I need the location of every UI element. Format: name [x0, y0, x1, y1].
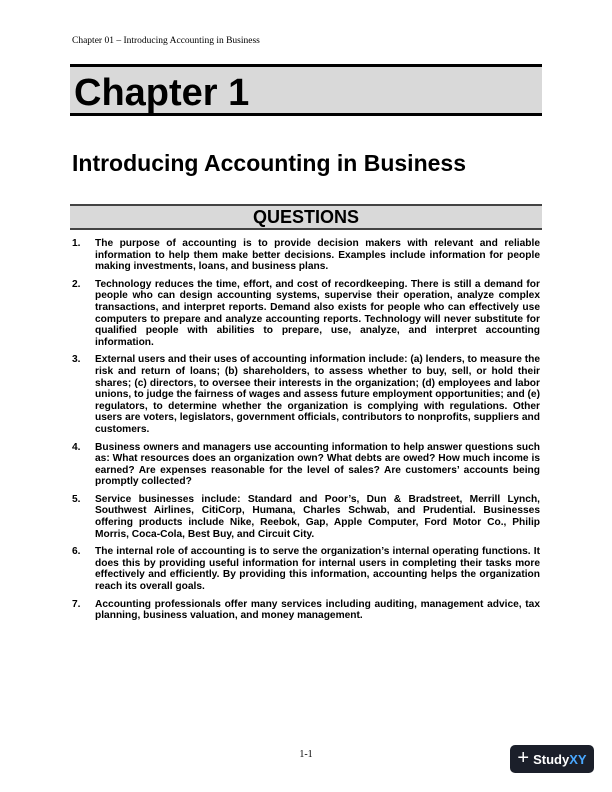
studyxy-badge[interactable] [510, 745, 594, 773]
question-text: The purpose of accounting is to provide decision makers with relevant and reliable information to help them make better decisions. Examples include information for people making investments, loans, and business plans. [95, 238, 540, 273]
section-banner [70, 204, 542, 230]
list-item [72, 546, 540, 592]
page-number: 1-1 [299, 749, 313, 760]
list-item [72, 238, 540, 273]
question-list [72, 238, 540, 628]
brand-study: Study [533, 751, 570, 767]
question-text: Technology reduces the time, effort, and cost of recordkeeping. There is still a demand for people who can design accounting systems, supervise their operation, analyze complex transactions, and interpret reports. Demand also exists for people who can effectively use computers to prepare and analyze accounting reports. Technology will never substitute for qualified people with abilities to prepare, use, analyze, and interpret accounting information. [95, 278, 540, 348]
question-number: 1. [72, 238, 81, 249]
brand-name [533, 752, 586, 767]
question-text: External users and their uses of accounting information include: (a) lenders, to measure the risk and return of loans; (b) shareholders, to assess whether to buy, sell, or hold their shares; (c) directors, to oversee their interests in the organization; (d) employees and labor unions, to judge the fairness of wages and assess future employment opportunities; and (e) regulators, to determine whether the organization is complying with regulations. Other users are voters, legislators, government officials, contributors to nonprofits, suppliers and customers. [95, 354, 540, 435]
chapter-label: Chapter 1 [74, 72, 250, 114]
question-text: The internal role of accounting is to serve the organization’s internal operating functions. It does this by providing useful information for internal users in completing their tasks more effectively and efficiently. By providing this information, accounting helps the organization reach its overall goals. [95, 546, 540, 593]
list-item [72, 494, 540, 540]
question-number: 2. [72, 278, 81, 290]
list-item [72, 599, 540, 622]
section-heading: QUESTIONS [252, 207, 359, 227]
question-number: 4. [72, 441, 81, 453]
brand-xy: XY [569, 751, 587, 767]
chapter-title: Introducing Accounting in Business [72, 150, 466, 176]
chapter-banner [70, 64, 542, 116]
list-item [72, 354, 540, 435]
list-item [72, 279, 540, 349]
question-text: Service businesses include: Standard and Poor’s, Dun & Bradstreet, Merrill Lynch, Southwest Airlines, CitiCorp, Humana, Charles Schwab, and Prudential. Businesses offering products include Nike, Reebok, Gap, Apple Computer, Ford Motor Co., Philip Morris, Coca-Cola, Best Buy, and Circuit City. [95, 493, 540, 540]
question-number: 5. [72, 493, 81, 505]
question-text: Accounting professionals offer many services including auditing, management advice, tax planning, business valuation, and money management. [95, 598, 540, 622]
running-header: Chapter 01 – Introducing Accounting in Business [72, 36, 260, 46]
question-text: Business owners and managers use accounting information to help answer questions such as: What resources does an organization own? What debts are owed? How much income is earned? Are expenses reasonable for the level of sales? Are customers’ accounts being promptly collected? [95, 441, 540, 488]
question-number: 6. [72, 546, 81, 558]
plus-icon: + [517, 747, 530, 769]
question-number: 7. [72, 598, 81, 610]
question-number: 3. [72, 354, 81, 366]
list-item [72, 442, 540, 488]
